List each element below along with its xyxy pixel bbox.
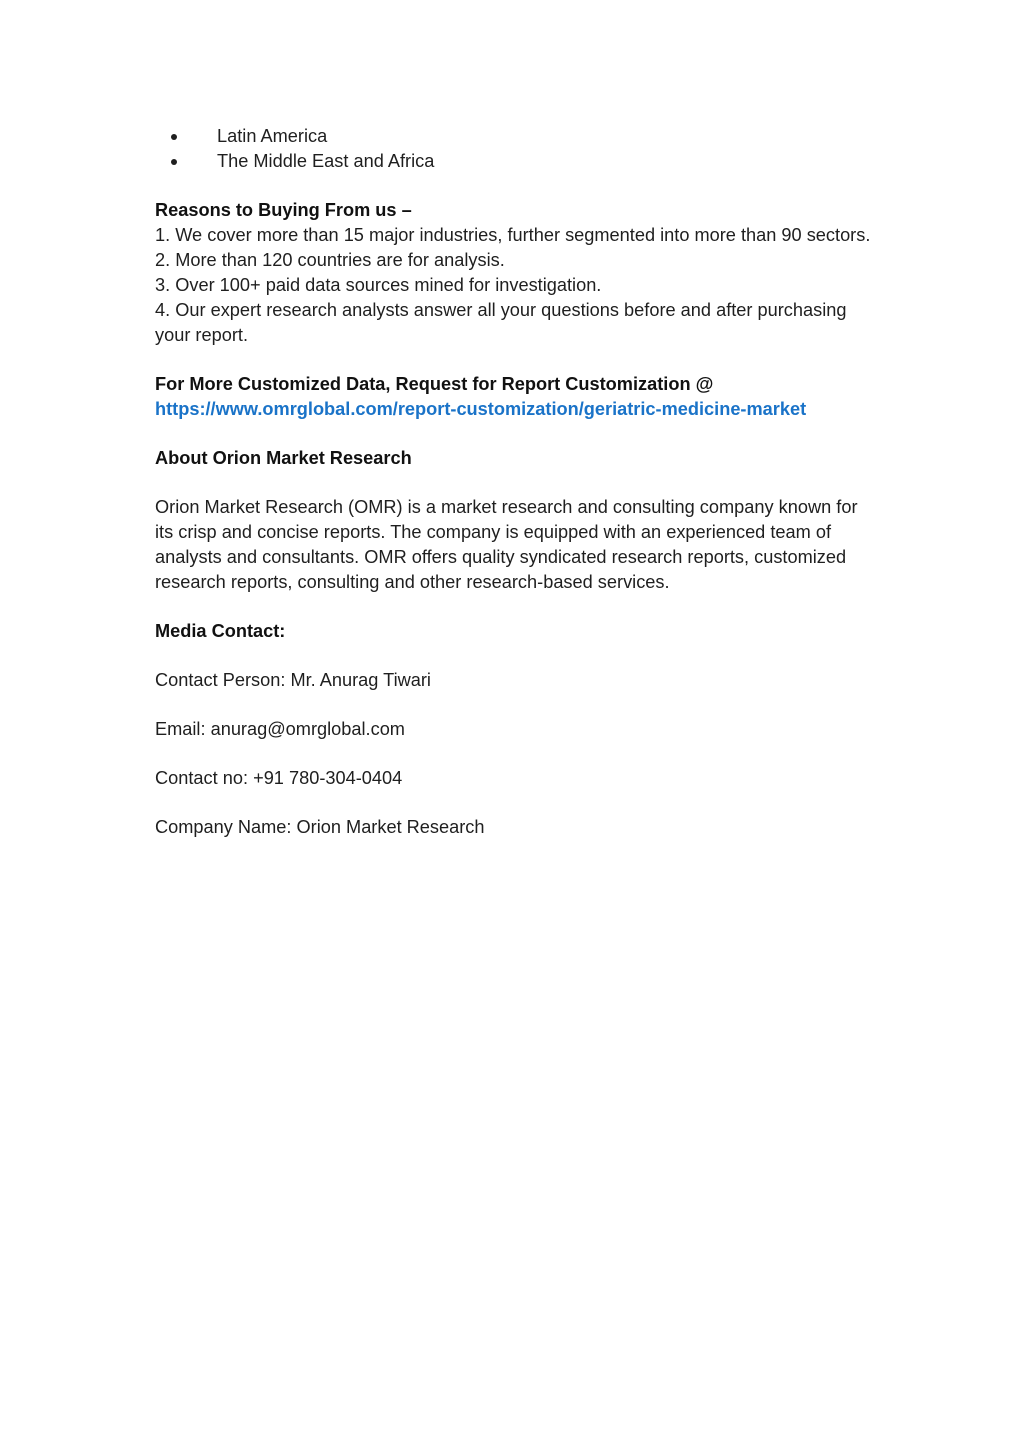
contact-person: Contact Person: Mr. Anurag Tiwari (155, 670, 431, 690)
list-item (155, 149, 875, 174)
region-list (155, 124, 875, 174)
reasons-heading: Reasons to Buying From us – (155, 200, 412, 220)
reason-item: 4. Our expert research analysts answer all your questions before and after purchasing your report. (155, 300, 847, 345)
list-item (155, 124, 875, 149)
region-label: Latin America (217, 126, 328, 146)
media-contact-heading: Media Contact: (155, 621, 286, 641)
reason-item: 3. Over 100+ paid data sources mined for investigation. (155, 275, 602, 295)
customization-link[interactable]: https://www.omrglobal.com/report-customization/geriatric-medicine-market (155, 399, 807, 419)
reason-item: 1. We cover more than 15 major industries, further segmented into more than 90 sectors. (155, 225, 871, 245)
contact-email: Email: anurag@omrglobal.com (155, 719, 405, 739)
about-heading: About Orion Market Research (155, 448, 412, 468)
customization-text: For More Customized Data, Request for Report Customization @ (155, 374, 714, 394)
document-page (155, 124, 875, 840)
bullet-icon (171, 134, 177, 140)
company-name: Company Name: Orion Market Research (155, 817, 485, 837)
reason-item: 2. More than 120 countries are for analysis. (155, 250, 505, 270)
about-body: Orion Market Research (OMR) is a market research and consulting company known for its crisp and concise reports. The company is equipped with an experienced team of analysts and consultants. OMR offers quality syndicated research reports, customized research reports, consulting and other research-based services. (155, 497, 858, 592)
region-label: The Middle East and Africa (217, 151, 435, 171)
contact-phone: Contact no: +91 780-304-0404 (155, 768, 403, 788)
customization-block (155, 372, 875, 422)
bullet-icon (171, 159, 177, 165)
